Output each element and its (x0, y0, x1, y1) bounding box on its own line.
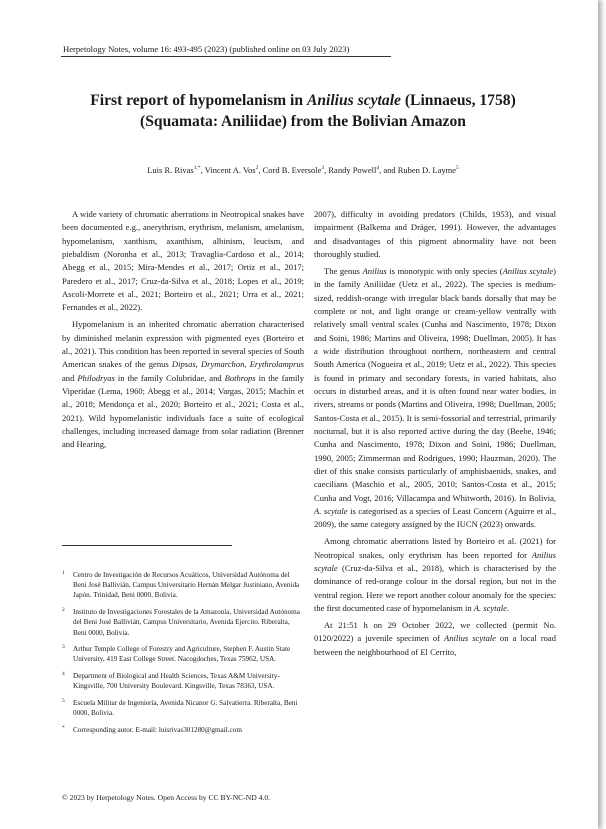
footnote: 1 Centro de Investigación de Recursos Acuáticos, Universidad Autónoma del Beni José Ballivián, Campus Universitario Hernán Melgar Justiniano, Avenida Japón. Trinidad, Beni 0000, Bolivia. (62, 570, 300, 600)
footnote: 4 Department of Biological and Health Sciences, Texas A&M University-Kingsville, 700 University Boulevard. Kingsville, Texas 78363, USA. (62, 671, 280, 691)
paragraph: Among chromatic aberrations listed by Borteiro et al. (2021) for Neotropical snakes, only erythrism has been reported for Anilius scytale (Cruz-da-Silva et al., 2018), which is characterised by the dominance of red-orange colour in the dorsal region, but not in the ventral region. Here we report another colour anomaly for the species: the first documented case of hypomelanism in A. scytale. (314, 536, 556, 613)
author: , Randy Powell (324, 165, 377, 175)
author: , and Ruben D. Layme (379, 165, 457, 175)
affiliation-mark: 1,* (193, 165, 201, 172)
author: , Cord B. Eversole (258, 165, 322, 175)
paragraph: The genus Anilius is monotypic with only species (Anilius scytale) in the family Aniliidae (Uetz et al., 2022). The species is medium-sized, reddish-orange with irregular black bands dorsally that may be complete or not, and light orange or cream-yellow ventrally with relatively small ventral scales (Cunha and Nascimento, 1978; Dixon and Soini, 1986; Martins and Oliveira, 1998; Duellman, 2005). It has a wide distribution throughout northern, northeastern and central South America (Nogueira et al., 2019; Uetz et al., 2022). This species is found in primary and secondary forests, in varied habitats, also occurs in disturbed areas, and it is often found near water bodies, in rivers, streams or ponds (Martins and Oliveira, 1998; Duellman, 2005; Santos-Costa et al., 2015). It is semi-fossorial and terrestrial, primarily nocturnal, but it is also reported active during the day (Beebe, 1946; Cunha and Nascimento, 1978; Dixon and Soini, 1986; Duellman, 1990, 2005; Zimmerman and Rodrigues, 1990; Hauzman, 2020). The diet of this snake consists particularly of amphisbaenids, snakes, and caecilians (Maschio et al., 2005, 2010; Santos-Costa et al., 2015; Cunha and Vogt, 2016; Villacampa and Whitworth, 2016). In Bolivia, A. scytale is categorised as a species of Least Concern (Aguirre et al., 2009), the same category assigned by the IUCN (2023) onwards. (314, 265, 556, 530)
author: Luis R. Rivas (147, 165, 194, 175)
journal-header: Herpetology Notes, volume 16: 493-495 (2023) (published online on 03 July 2023) (63, 44, 350, 54)
affiliation-mark: 4 (376, 165, 380, 172)
paragraph: 2007), difficulty in avoiding predators (Childs, 1953), and visual impairment (Balkema and Dräger, 1991). However, the advantages and disadvantages of this pigment abnormality have not been thoroughly studied. (314, 209, 556, 260)
footnote-rule (62, 545, 232, 546)
affiliation-mark: 2 (255, 165, 259, 172)
article-title (40, 90, 566, 132)
header-rule (61, 56, 391, 57)
corresponding-author-footnote: * Corresponding autor. E-mail: luisrivas301280@gmail.com (62, 724, 242, 734)
footnote: 5 Escuela Militar de Ingeniería, Avenida Nicanor G. Salvatierra. Riberalta, Beni 0000, Bolivia. (62, 698, 298, 718)
right-column (314, 208, 556, 659)
affiliation-mark: 5 (456, 165, 459, 172)
author-list (40, 165, 566, 176)
title-text: (Linnaeus, 1758) (400, 92, 516, 109)
copyright-notice: © 2023 by Herpetology Notes. Open Access by CC BY-NC-ND 4.0. (62, 793, 271, 802)
footnote: 3 Arthur Temple College of Forestry and Agriculture, Stephen F. Austin State University, 419 East College Street. Nacogdoches, Texas 75962, USA. (62, 644, 291, 664)
title-text: First report of hypomelanism in (90, 92, 307, 109)
paragraph: Hypomelanism is an inherited chromatic aberration characterised by diminished melanin expression with pigmented eyes (Borteiro et al., 2021). This condition has been reported in several species of South American snakes of the genus Dipsas, Drymarchon, Erythrolamprus and Philodryas in the family Colubridae, and Bothrops in the family Viperidae (Lema, 1960; Abegg et al., 2014; Vargas, 2015; Machín et al., 2018; Mendonça et al., 2020; Borteiro et al., 2021; Costa et al., 2021). Wild hypomelanistic individuals face a suite of ecological challenges, including increased damage from solar radiation (Brenner and Hearing, (62, 319, 304, 450)
paragraph: At 21:51 h on 29 October 2022, we collected (permit No. 0120/2022) a juvenile specimen of Anilius scytale on a local road between the neighbourhood of El Cerrito, (314, 619, 556, 657)
author: , Vincent A. Vos (200, 165, 256, 175)
left-column (62, 208, 304, 452)
title-species: Anilius scytale (306, 92, 401, 109)
title-text: (Squamata: Aniliidae) from the Bolivian Amazon (140, 113, 466, 130)
paragraph: A wide variety of chromatic aberrations in Neotropical snakes have been documented e.g., anerythrism, erythrism, melanism, amelanism, hypomelanism, xanthism, axanthism, albinism, leucism, and piebaldism (Noronha et al., 2013; Travaglia-Cardoso et al., 2014; Abegg et al., 2015; Mira-Mendes et al., 2017; Ortiz et al., 2017; Paredero et al., 2017; Cruz-da-Silva et al., 2018; Lopes et al., 2019; Ascoli-Morrete et al., 2021; Borteiro et al., 2021; Urra et al., 2021; Fernandes et al., 2022). (62, 209, 304, 313)
affiliation-footnotes (62, 570, 304, 742)
footnote: 2 Instituto de Investigaciones Forestales de la Amazonía, Universidad Autónoma del Beni José Ballivián, Campus Universitario, Avenida Ejercito. Riberalta, Beni 0000, Bolivia. (62, 607, 300, 637)
affiliation-mark: 3 (321, 165, 325, 172)
